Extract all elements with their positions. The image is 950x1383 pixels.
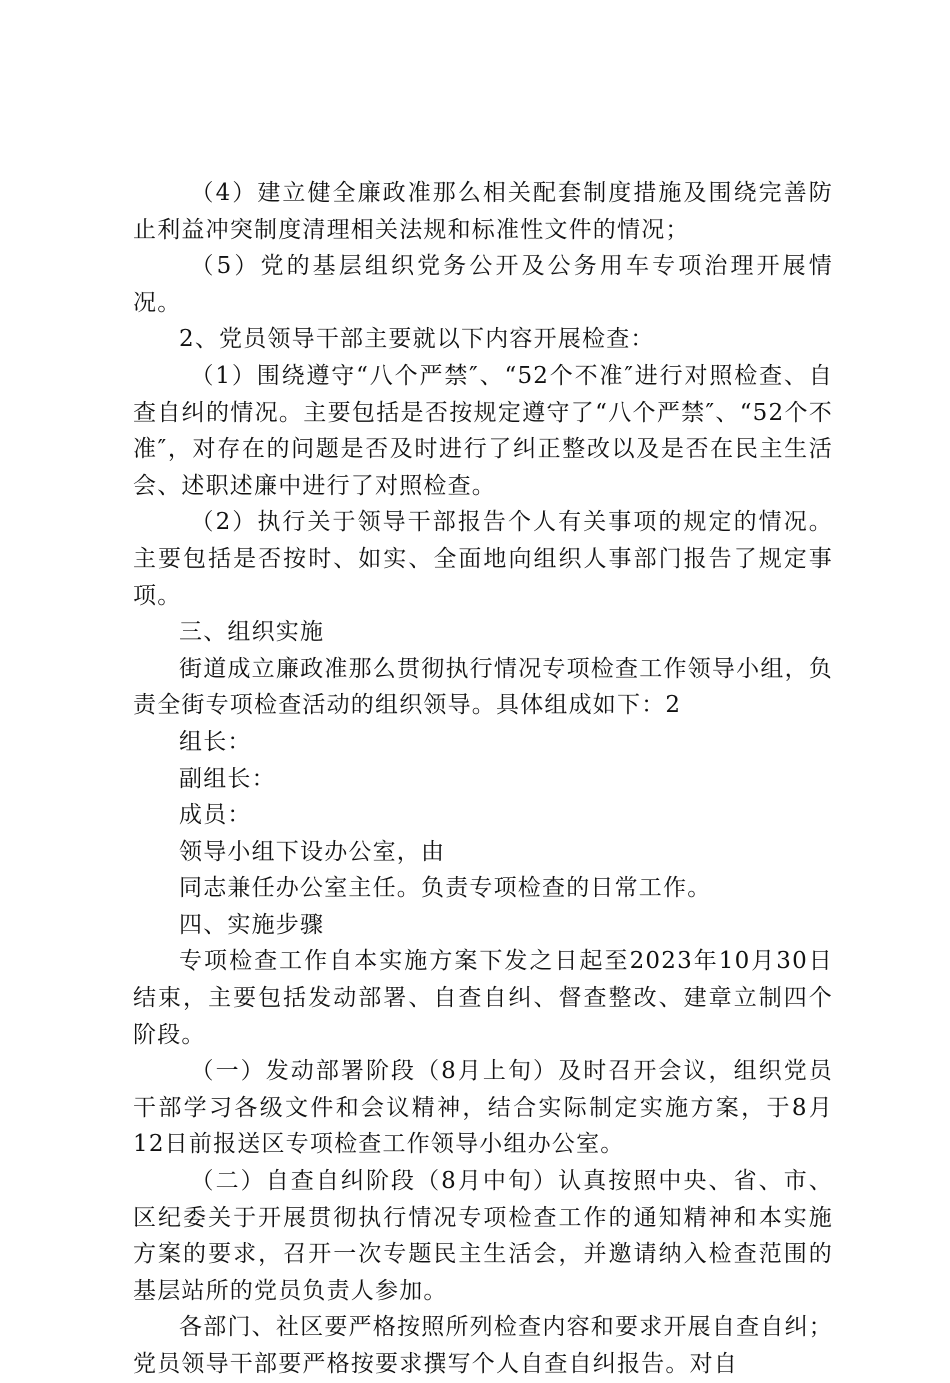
- line-members: 成员：: [179, 802, 252, 829]
- line-group-leader: 组长：: [179, 728, 252, 755]
- paragraph-leading-group: 街道成立廉政准那么贯彻执行情况专项检查工作领导小组，负责全街专项检查活动的组织领导。具体组成如下：2: [133, 655, 833, 719]
- paragraph-item-2: （2）执行关于领导干部报告个人有关事项的规定的情况。主要包括是否按时、如实、全面地向组织人事部门报告了规定事项。: [133, 509, 833, 609]
- paragraph-item-4: （4）建立健全廉政准那么相关配套制度措施及围绕完善防止利益冲突制度清理相关法规和标准性文件的情况；: [133, 180, 833, 243]
- line-office: 领导小组下设办公室，由: [179, 838, 446, 865]
- heading-organization: 三、组织实施: [179, 619, 325, 646]
- paragraph-item-1: （1）围绕遵守“八个严禁″、“52个不准″进行对照检查、自查自纠的情况。主要包括是否按规定遵守了“八个严禁″、“52个不准″，对存在的问题是否及时进行了纠正整改以及是否在民主生活会、述职述廉中进行了对照检查。: [133, 362, 833, 499]
- paragraph-stage-2: （二）自查自纠阶段（8月中旬）认真按照中央、省、市、区纪委关于开展贯彻执行情况专项检查工作的通知精神和本实施方案的要求，召开一次专题民主生活会，并邀请纳入检查范围的基层站所的党员负责人参加。: [133, 1168, 833, 1304]
- paragraph-item-5: （5）党的基层组织党务公开及公务用车专项治理开展情况。: [133, 253, 833, 316]
- line-office-director: 同志兼任办公室主任。负责专项检查的日常工作。: [179, 875, 712, 902]
- document-body: [133, 175, 833, 1383]
- line-deputy-leader: 副组长：: [179, 765, 276, 792]
- paragraph-stage-1: （一）发动部署阶段（8月上旬）及时召开会议，组织党员干部学习各级文件和会议精神，结合实际制定实施方案，于8月12日前报送区专项检查工作领导小组办公室。: [133, 1058, 833, 1158]
- paragraph-timeline: 专项检查工作自本实施方案下发之日起至2023年10月30日结束，主要包括发动部署、自查自纠、督查整改、建章立制四个阶段。: [133, 948, 833, 1048]
- paragraph-self-check: 各部门、社区要严格按照所列检查内容和要求开展自查自纠；党员领导干部要严格按要求撰写个人自查自纠报告。对自: [133, 1314, 833, 1377]
- paragraph-section-2: 2、党员领导干部主要就以下内容开展检查：: [179, 326, 655, 353]
- heading-steps: 四、实施步骤: [179, 911, 325, 938]
